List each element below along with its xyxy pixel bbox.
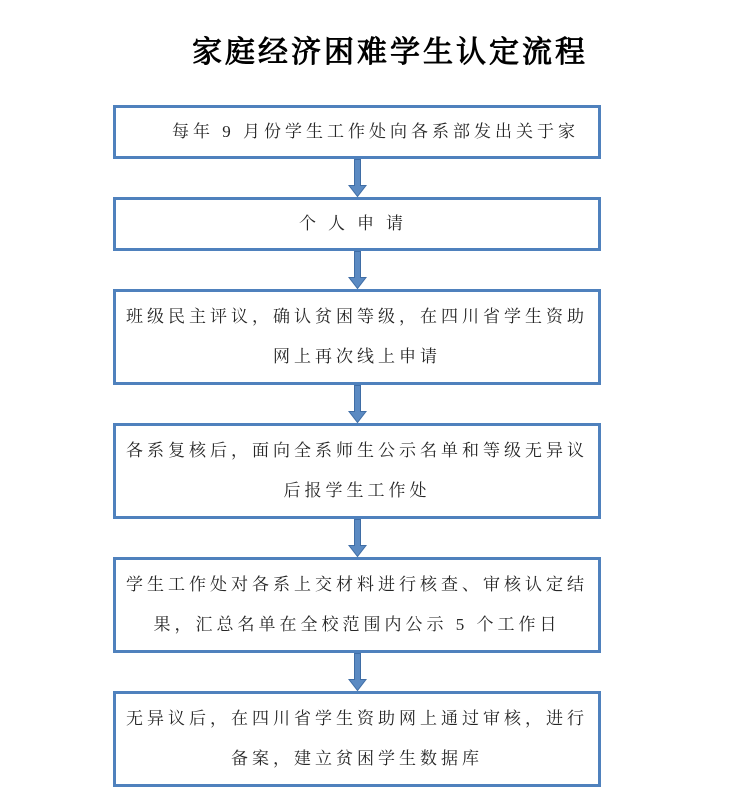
flow-step-department-recheck	[113, 423, 601, 519]
page-title: 家庭经济困难学生认定流程	[192, 36, 588, 69]
down-arrow-icon	[348, 159, 367, 197]
flow-step-text: 网上再次线上申请	[273, 347, 441, 366]
flow-step-text: 备案，建立贫困学生数据库	[231, 749, 483, 768]
flow-step-class-review	[113, 289, 601, 385]
down-arrow-icon	[348, 251, 367, 289]
flow-step-text: 每年 9 月份学生工作处向各系部发出关于家	[172, 122, 579, 141]
flow-step-text: 果，汇总名单在全校范围内公示 5 个工作日	[153, 615, 561, 634]
flow-step-text: 学生工作处对各系上交材料进行核查、审核认定结	[126, 575, 588, 594]
flow-step-text: 各系复核后，面向全系师生公示名单和等级无异议	[126, 441, 588, 460]
flow-step-notice	[113, 105, 601, 159]
flow-step-text: 班级民主评议，确认贫困等级，在四川省学生资助	[126, 307, 588, 326]
down-arrow-icon	[348, 653, 367, 691]
flow-step-text: 个人申请	[299, 214, 415, 233]
flow-step-database	[113, 691, 601, 787]
flow-step-text: 无异议后，在四川省学生资助网上通过审核，进行	[126, 709, 588, 728]
flow-step-personal-application	[113, 197, 601, 251]
down-arrow-icon	[348, 385, 367, 423]
down-arrow-icon	[348, 519, 367, 557]
flowchart	[113, 105, 601, 787]
flow-step-text: 后报学生工作处	[283, 481, 431, 500]
flow-step-audit	[113, 557, 601, 653]
